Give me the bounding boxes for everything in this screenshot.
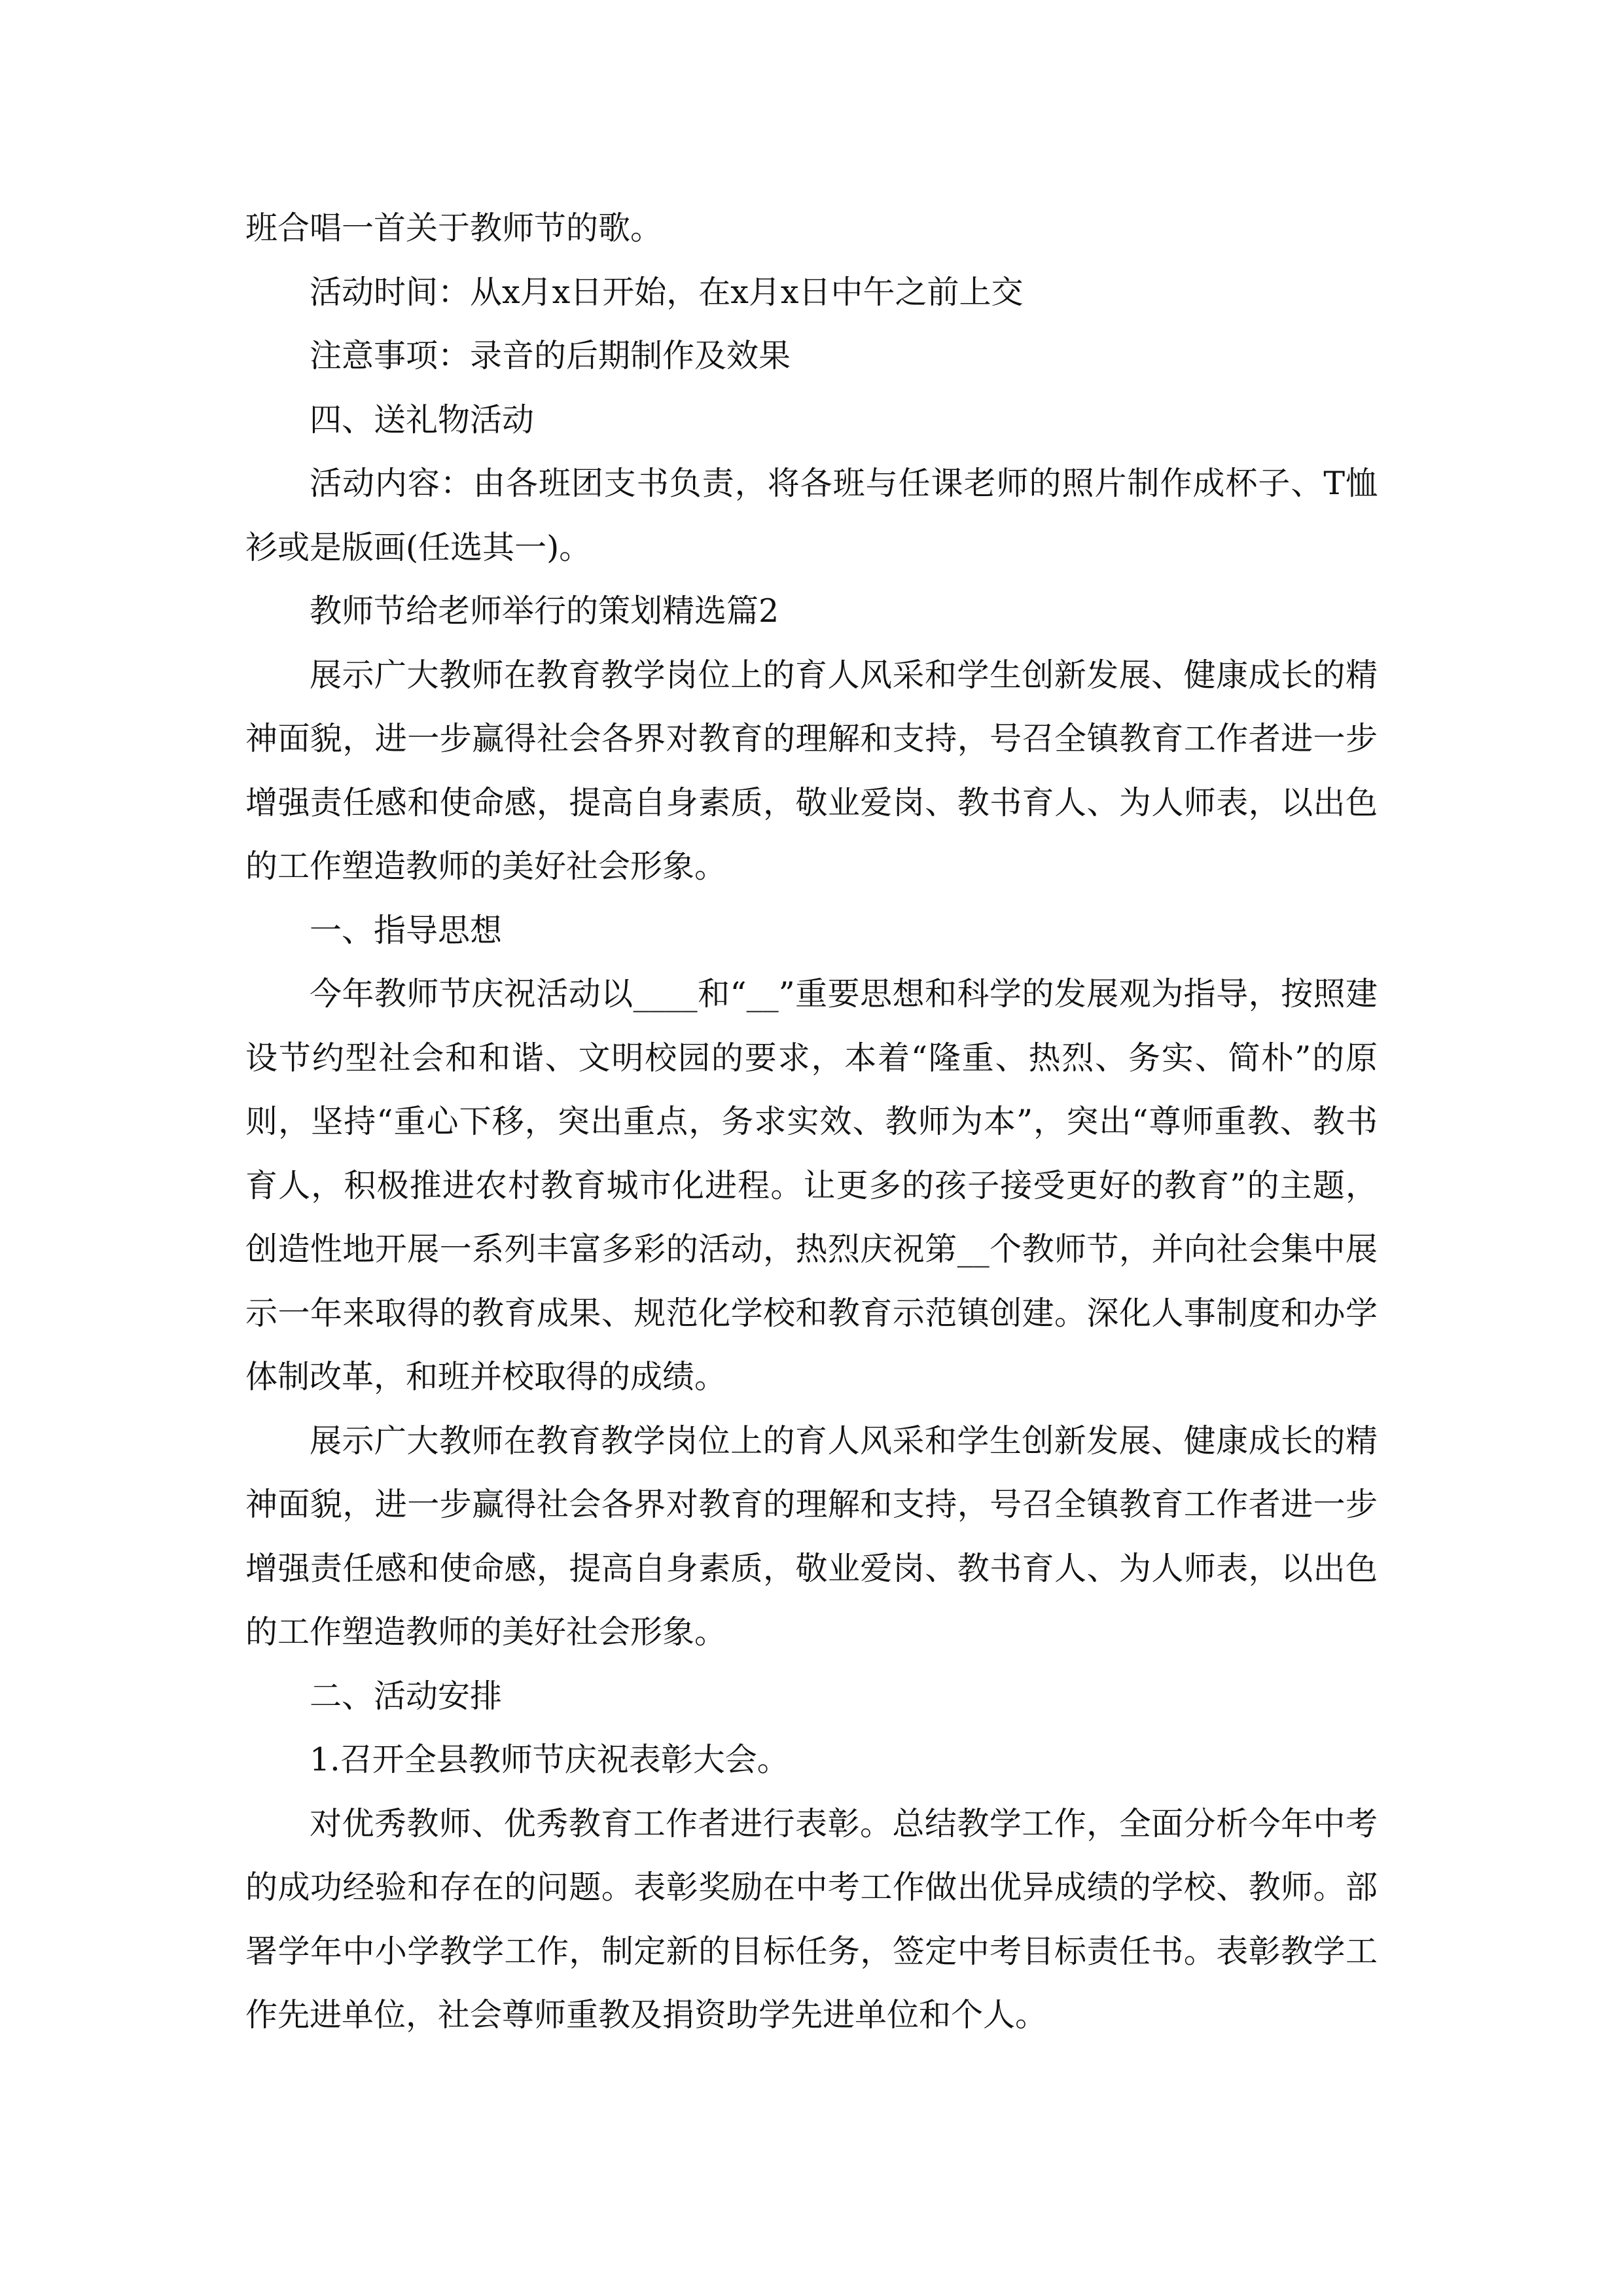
paragraph: 班合唱一首关于教师节的歌。 xyxy=(245,209,663,247)
paragraph: 对优秀教师、优秀教育工作者进行表彰。总结教学工作，全面分析今年中考的成功经验和存在的问题。表彰奖励在中考工作做出优异成绩的学校、教师。部署学年中小学教学工作，制定新的目标任务，签定中考目标责任书。表彰教学工作先进单位，社会尊师重教及捐资助学先进单位和个人。 xyxy=(245,1804,1378,2034)
article-title: 教师节给老师举行的策划精选篇2 xyxy=(310,592,779,630)
document-body xyxy=(245,196,1378,2047)
section-heading: 一、指导思想 xyxy=(310,911,503,949)
paragraph: 展示广大教师在教育教学岗位上的育人风采和学生创新发展、健康成长的精神面貌，进一步赢得社会各界对教育的理解和支持，号召全镇教育工作者进一步增强责任感和使命感，提高自身素质，敬业爱岗、教书育人、为人师表，以出色的工作塑造教师的美好社会形象。 xyxy=(245,1422,1378,1651)
section-heading: 二、活动安排 xyxy=(310,1677,503,1715)
paragraph-activity-time: 活动时间：从x月x日开始，在x月x日中午之前上交 xyxy=(310,273,1024,311)
paragraph: 今年教师节庆祝活动以____和“__”重要思想和科学的发展观为指导，按照建设节约型社会和和谐、文明校园的要求，本着“隆重、热烈、务实、简朴”的原则，坚持“重心下移，突出重点，务求实效、教师为本”，突出“尊师重教、教书育人，积极推进农村教育城市化进程。让更多的孩子接受更好的教育”的主题，创造性地开展一系列丰富多彩的活动，热烈庆祝第__个教师节，并向社会集中展示一年来取得的教育成果、规范化学校和教育示范镇创建。深化人事制度和办学体制改革，和班并校取得的成绩。 xyxy=(245,975,1378,1395)
paragraph-activity-content: 活动内容：由各班团支书负责，将各班与任课老师的照片制作成杯子、T恤衫或是版画(任选其一)。 xyxy=(245,465,1378,566)
section-heading: 四、送礼物活动 xyxy=(310,401,535,439)
paragraph: 展示广大教师在教育教学岗位上的育人风采和学生创新发展、健康成长的精神面貌，进一步赢得社会各界对教育的理解和支持，号召全镇教育工作者进一步增强责任感和使命感，提高自身素质，敬业爱岗、教书育人、为人师表，以出色的工作塑造教师的美好社会形象。 xyxy=(245,656,1378,885)
paragraph-notes: 注意事项：录音的后期制作及效果 xyxy=(310,337,791,374)
list-item: 1.召开全县教师节庆祝表彰大会。 xyxy=(310,1741,789,1778)
